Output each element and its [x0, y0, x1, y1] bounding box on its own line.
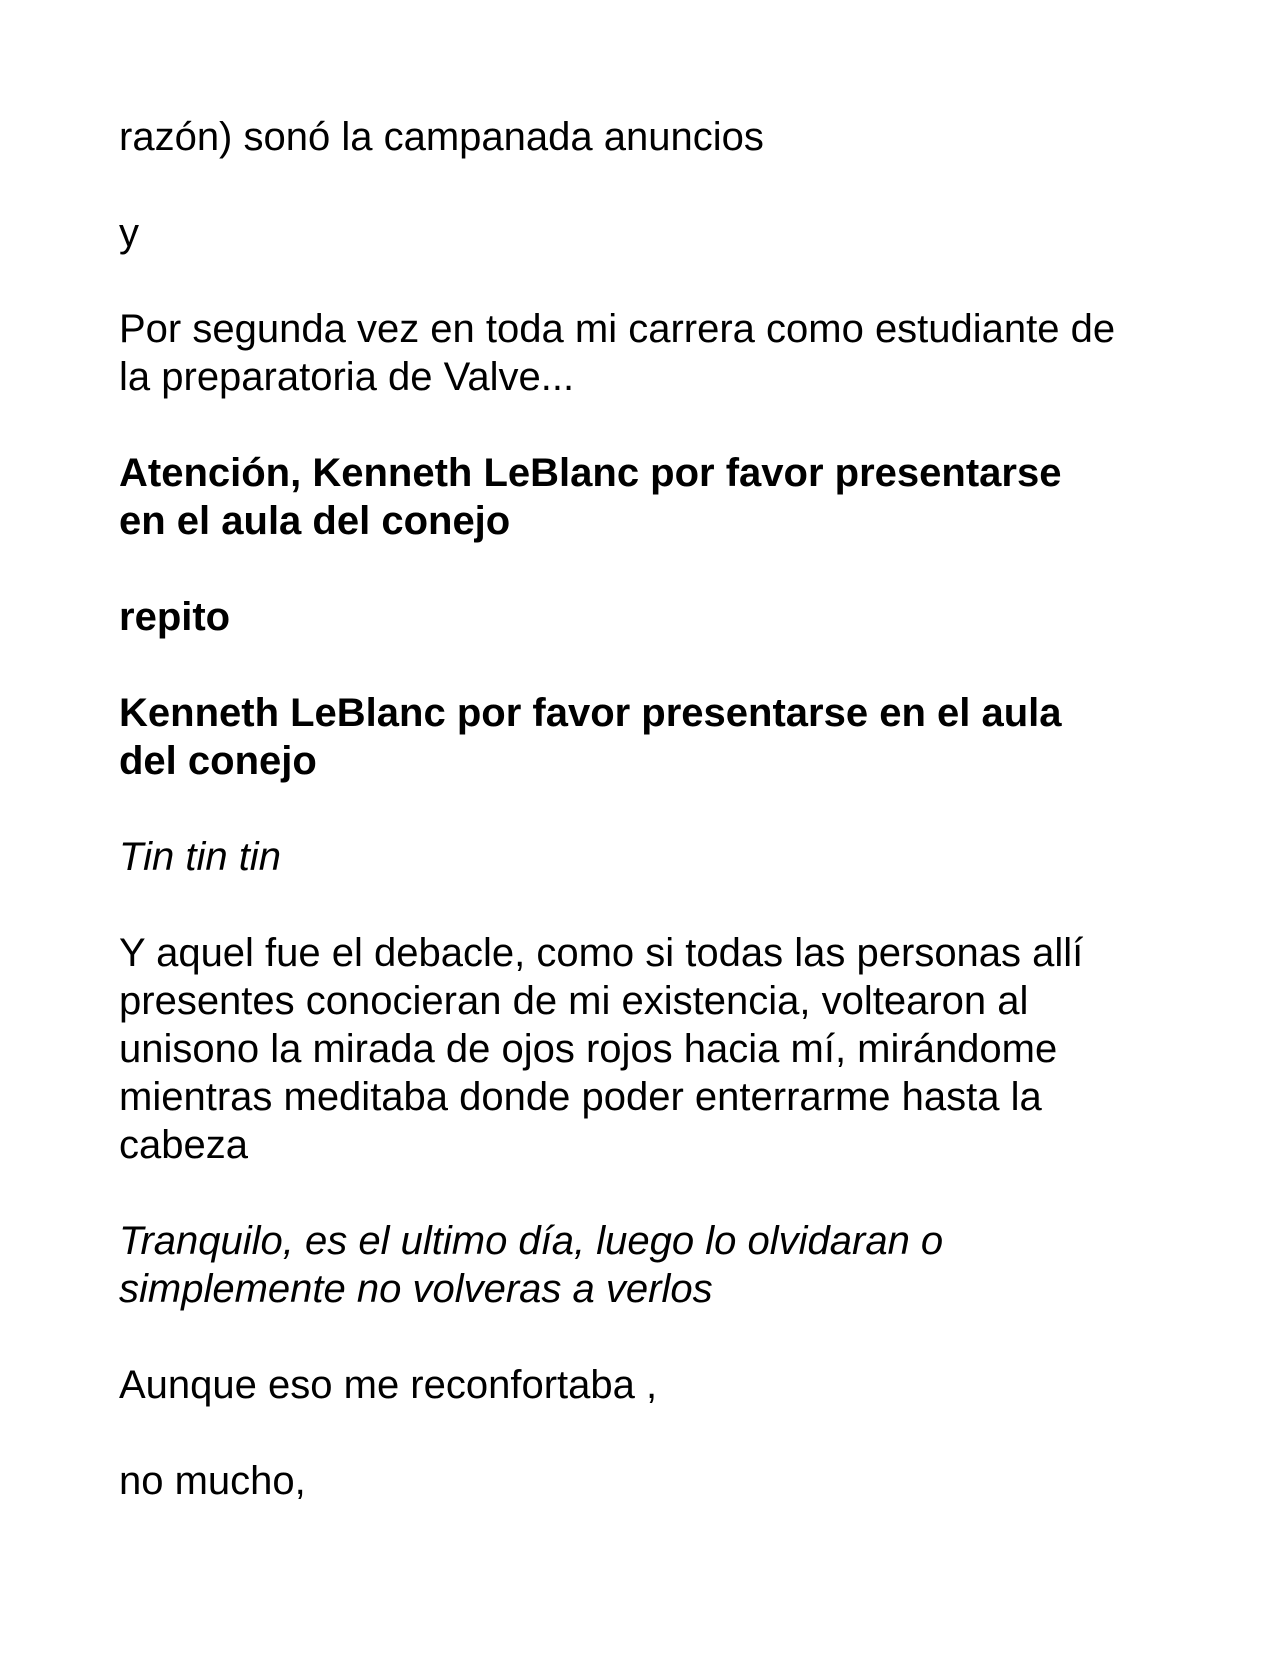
paragraph-2: y: [119, 211, 139, 255]
bell-sound-paragraph: Tin tin tin: [119, 835, 281, 879]
document-body: [119, 113, 1179, 1553]
paragraph-10: Aunque eso me reconfortaba ,: [119, 1363, 658, 1407]
inner-thought-paragraph: Tranquilo, es el ultimo día, luego lo olvidaran o simplemente no volveras a verlos: [119, 1219, 944, 1311]
paragraph-11: no mucho,: [119, 1459, 306, 1503]
repeat-paragraph: repito: [119, 595, 231, 639]
paragraph-8: Y aquel fue el debacle, como si todas las personas allí presentes conocieran de mi existencia, voltearon al unisono la mirada de ojos rojos hacia mí, mirándome mientras meditaba donde poder enterrarme hasta la cabeza: [119, 931, 1084, 1167]
announcement-repeat-paragraph: Kenneth LeBlanc por favor presentarse en el aula del conejo: [119, 691, 1062, 783]
paragraph-3: Por segunda vez en toda mi carrera como estudiante de la preparatoria de Valve...: [119, 307, 1116, 399]
announcement-paragraph: Atención, Kenneth LeBlanc por favor presentarse en el aula del conejo: [119, 451, 1062, 543]
paragraph-1: razón) sonó la campanada anuncios: [119, 115, 764, 159]
